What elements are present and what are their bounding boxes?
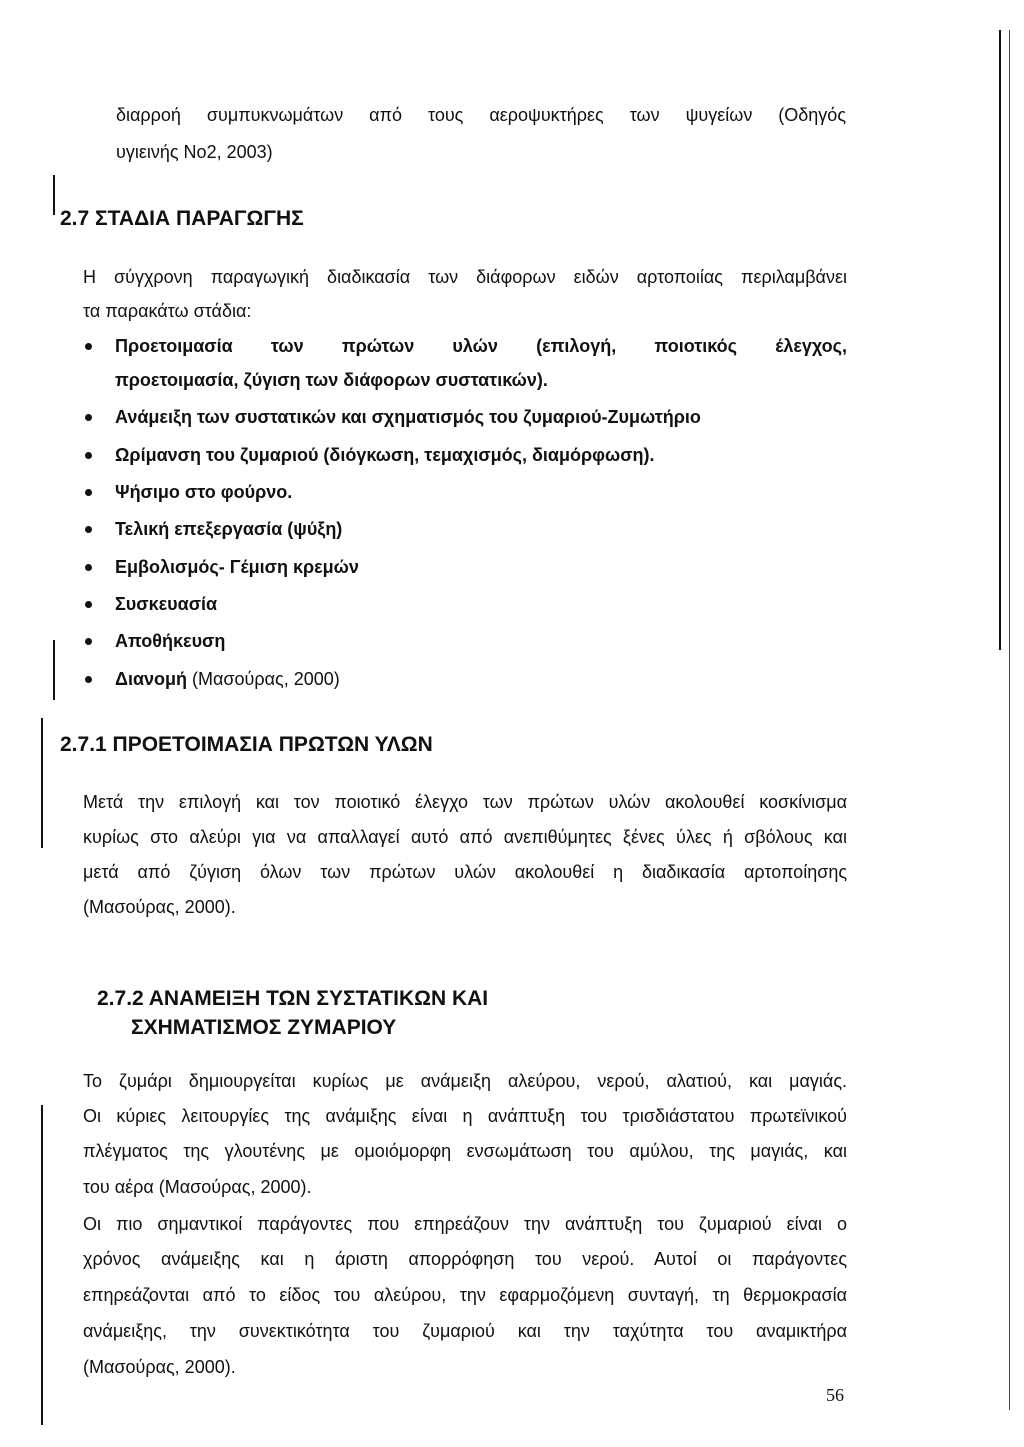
scan-artifact-line: [41, 718, 43, 848]
paragraph-line: Οι κύριες λειτουργίες της ανάμιξης είναι η ανάπτυξη του τρισδιάστατου πρωτεϊνικού: [83, 1106, 847, 1126]
page-number: 56: [826, 1385, 844, 1405]
list-item-text: [115, 668, 340, 690]
bullet-icon: [85, 638, 92, 645]
scan-artifact-line: [53, 175, 55, 215]
subsection-heading: 2.7.2 ΑΝΑΜΕΙΞΗ ΤΩΝ ΣΥΣΤΑΤΙΚΩΝ ΚΑΙ: [97, 987, 489, 1010]
paragraph-line: επηρεάζονται από το είδος του αλεύρου, την εφαρμοζόμενη συνταγή, τη θερμοκρασία: [83, 1285, 847, 1305]
scan-artifact-line: [1009, 30, 1010, 1410]
list-item-text: Ανάμειξη των συστατικών και σχηματισμός του ζυμαριού-Ζυμωτήριο: [115, 407, 701, 427]
scan-artifact-line: [999, 30, 1001, 650]
paragraph-line: Η σύγχρονη παραγωγική διαδικασία των διάφορων ειδών αρτοποιίας περιλαμβάνει: [83, 267, 847, 287]
bullet-icon: [85, 601, 92, 608]
intro-line: υγιεινής No2, 2003): [116, 142, 273, 162]
paragraph-line: Οι πιο σημαντικοί παράγοντες που επηρεάζουν την ανάπτυξη του ζυμαριού είναι ο: [83, 1214, 847, 1234]
list-item-text: Αποθήκευση: [115, 631, 226, 651]
bullet-icon: [85, 343, 92, 350]
bullet-icon: [85, 676, 92, 683]
bullet-icon: [85, 452, 92, 459]
paragraph-line: κυρίως στο αλεύρι για να απαλλαγεί αυτό από ανεπιθύμητες ξένες ύλες ή σβόλους και: [83, 827, 847, 847]
paragraph-line: πλέγματος της γλουτένης με ομοιόμορφη ενσωμάτωση του αμύλου, της μαγιάς, και: [83, 1141, 847, 1161]
paragraph-line: μετά από ζύγιση όλων των πρώτων υλών ακολουθεί η διαδικασία αρτοποίησης: [83, 862, 847, 882]
list-item-text: Προετοιμασία των πρώτων υλών (επιλογή, ποιοτικός έλεγχος,: [115, 336, 847, 356]
paragraph-line: Το ζυμάρι δημιουργείται κυρίως με ανάμειξη αλεύρου, νερού, αλατιού, και μαγιάς.: [83, 1071, 847, 1091]
subsection-heading: ΣΧΗΜΑΤΙΣΜΟΣ ΖΥΜΑΡΙΟΥ: [131, 1016, 397, 1039]
scan-artifact-line: [41, 1105, 43, 1425]
paragraph-line: τα παρακάτω στάδια:: [83, 301, 252, 321]
intro-line: διαρροή συμπυκνωμάτων από τους αεροψυκτήρες των ψυγείων (Οδηγός: [116, 105, 846, 125]
citation-text: (Μασούρας, 2000): [187, 669, 340, 689]
scan-artifact-line: [53, 640, 55, 700]
list-item-text: Συσκευασία: [115, 594, 218, 614]
subsection-heading: 2.7.1 ΠΡΟΕΤΟΙΜΑΣΙΑ ΠΡΩΤΩΝ ΥΛΩΝ: [60, 733, 433, 756]
list-item-text: Ωρίμανση του ζυμαριού (διόγκωση, τεμαχισμός, διαμόρφωση).: [115, 445, 655, 465]
list-item-text: Ψήσιμο στο φούρνο.: [115, 482, 293, 502]
bullet-icon: [85, 564, 92, 571]
list-item-text: Τελική επεξεργασία (ψύξη): [115, 519, 343, 539]
section-heading: 2.7 ΣΤΑΔΙΑ ΠΑΡΑΓΩΓΗΣ: [60, 207, 304, 230]
bullet-icon: [85, 489, 92, 496]
paragraph-line: του αέρα (Μασούρας, 2000).: [83, 1177, 312, 1197]
bullet-icon: [85, 526, 92, 533]
paragraph-line: Μετά την επιλογή και τον ποιοτικό έλεγχο των πρώτων υλών ακολουθεί κοσκίνισμα: [83, 792, 847, 812]
list-item-text: προετοιμασία, ζύγιση των διάφορων συστατικών).: [115, 370, 548, 390]
list-item-text: Εμβολισμός- Γέμιση κρεμών: [115, 557, 359, 577]
list-item-bold-text: Διανομή: [115, 669, 188, 689]
paragraph-line: ανάμειξης, την συνεκτικότητα του ζυμαριού και την ταχύτητα του αναμικτήρα: [83, 1321, 847, 1341]
paragraph-line: χρόνος ανάμειξης και η άριστη απορρόφηση του νερού. Αυτοί οι παράγοντες: [83, 1249, 847, 1269]
bullet-icon: [85, 414, 92, 421]
paragraph-line: (Μασούρας, 2000).: [83, 1357, 236, 1377]
paragraph-line: (Μασούρας, 2000).: [83, 897, 236, 917]
